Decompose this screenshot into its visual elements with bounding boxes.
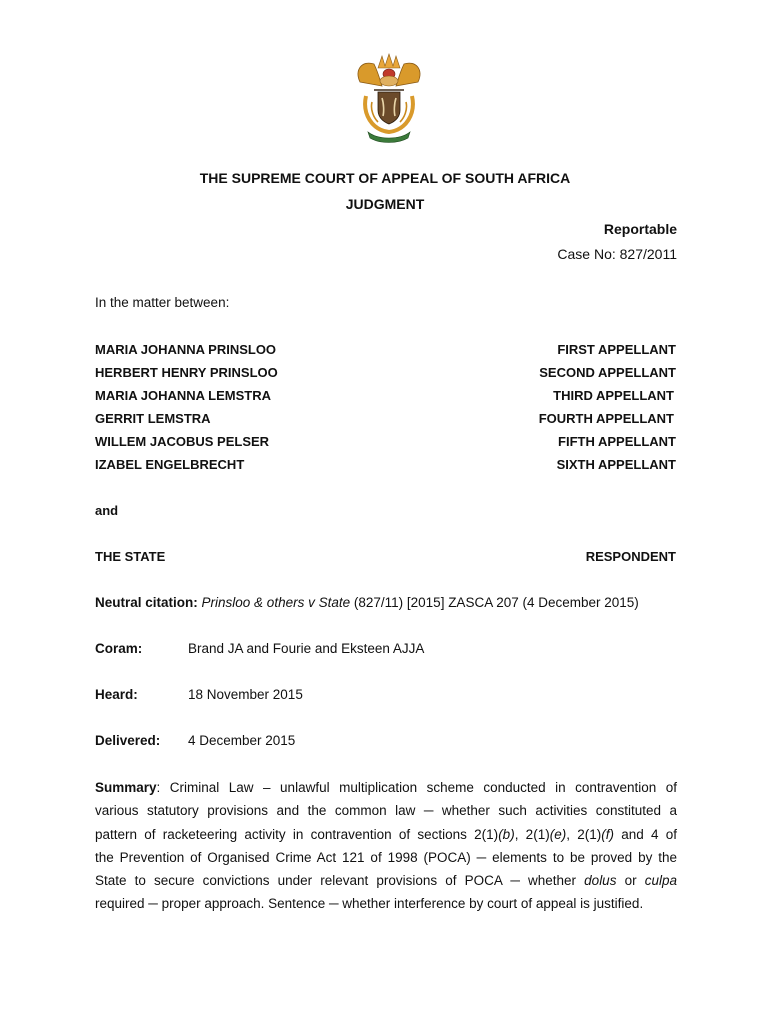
summary-line: State to secure convictions under relevant provisions of POCA ─ whether dolus or culpa (95, 873, 677, 889)
party-role: SECOND APPELLANT (539, 365, 676, 380)
delivered-value: 4 December 2015 (188, 733, 296, 748)
party-row (95, 365, 676, 385)
summary-label: Summary (95, 780, 157, 795)
coat-of-arms-icon (352, 52, 426, 144)
party-name: WILLEM JACOBUS PELSER (95, 434, 270, 449)
party-row (95, 411, 676, 431)
court-title: THE SUPREME COURT OF APPEAL OF SOUTH AFRICA (199, 170, 571, 186)
party-name: HERBERT HENRY PRINSLOO (95, 365, 278, 380)
party-row (95, 342, 676, 362)
summary-line: Summary: Criminal Law – unlawful multiplication scheme conducted in contravention of (95, 780, 677, 795)
party-name: MARIA JOHANNA PRINSLOO (95, 342, 277, 357)
party-name: IZABEL ENGELBRECHT (95, 457, 245, 472)
and-separator: and (95, 503, 119, 518)
coram-label: Coram: (95, 641, 143, 656)
reportable-label: Reportable (603, 221, 677, 237)
neutral-citation-case-name: Prinsloo & others v State (201, 595, 351, 610)
party-row (95, 388, 676, 408)
party-name: GERRIT LEMSTRA (95, 411, 211, 426)
party-role: FIFTH APPELLANT (558, 434, 676, 449)
heard-value: 18 November 2015 (188, 687, 303, 702)
neutral-citation (95, 595, 639, 610)
respondent-row (95, 549, 676, 569)
party-role: FOURTH APPELLANT (538, 411, 674, 426)
summary-line: various statutory provisions and the common law ─ whether such activities constituted a (95, 803, 677, 819)
party-role: SIXTH APPELLANT (556, 457, 676, 472)
delivered-label: Delivered: (95, 733, 161, 748)
party-row (95, 457, 676, 477)
summary-paragraph (95, 776, 677, 916)
coram-value: Brand JA and Fourie and Eksteen AJJA (188, 641, 425, 656)
heard-label: Heard: (95, 687, 138, 702)
document-type: JUDGMENT (345, 196, 425, 212)
case-number: Case No: 827/2011 (557, 246, 677, 262)
party-name: MARIA JOHANNA LEMSTRA (95, 388, 271, 403)
party-role: FIRST APPELLANT (557, 342, 676, 357)
summary-line: the Prevention of Organised Crime Act 121 of 1998 (POCA) ─ elements to be proved by the (95, 849, 677, 865)
neutral-citation-label: Neutral citation: (95, 595, 198, 610)
respondent-name: THE STATE (95, 549, 166, 564)
summary-line: required ─ proper approach. Sentence ─ whether interference by court of appeal is justified. (95, 896, 644, 912)
summary-line: pattern of racketeering activity in contravention of sections 2(1)(b), 2(1)(e), 2(1)(f) and 4 of (95, 826, 678, 842)
respondent-role: RESPONDENT (585, 549, 676, 564)
party-role: THIRD APPELLANT (553, 388, 674, 403)
neutral-citation-rest: (827/11) [2015] ZASCA 207 (4 December 2015) (353, 595, 639, 610)
party-row (95, 434, 676, 454)
matter-between: In the matter between: (95, 295, 230, 310)
